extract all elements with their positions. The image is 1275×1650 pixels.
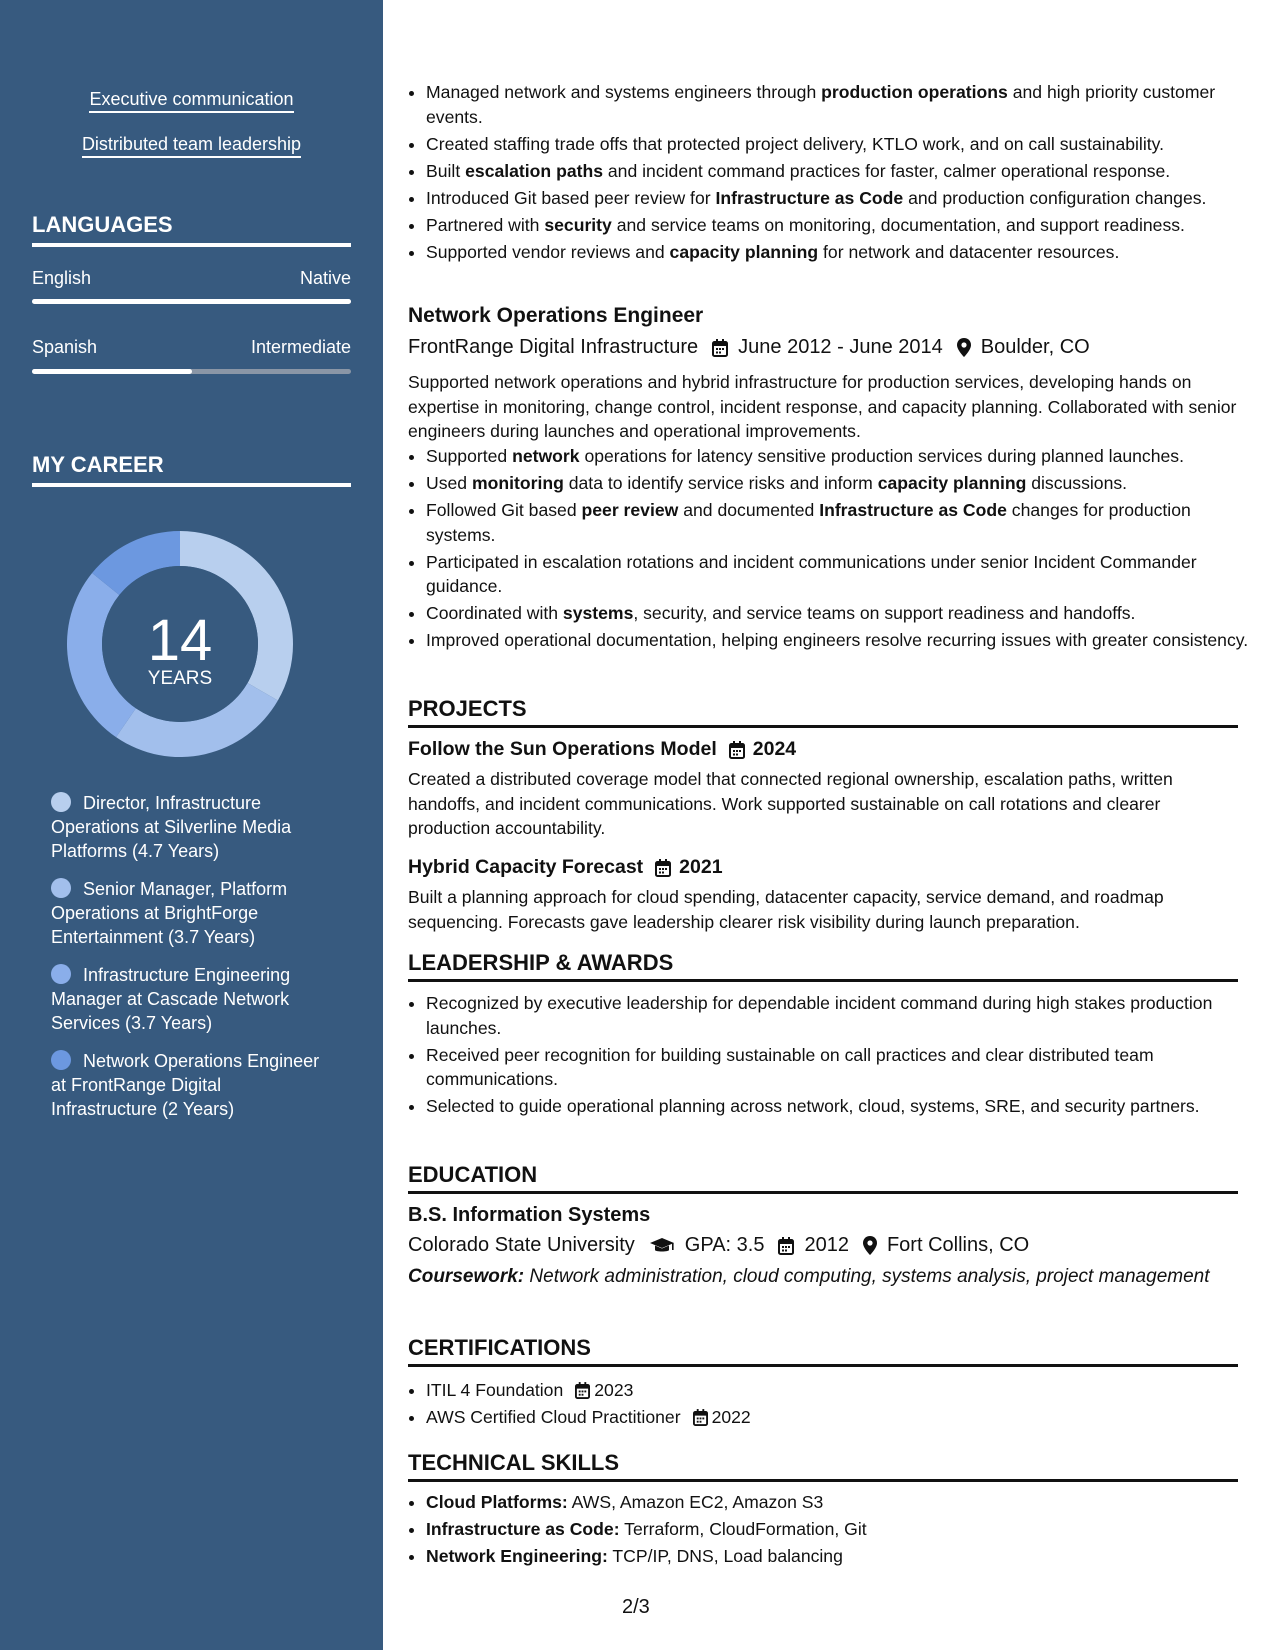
language-bar <box>32 299 351 304</box>
job-bullets <box>408 444 1256 655</box>
language-bar-fill <box>32 369 192 374</box>
skill-tag: Executive communication <box>0 89 383 110</box>
languages-heading: LANGUAGES <box>32 212 351 247</box>
project-description: Built a planning approach for cloud spending, datacenter capacity, service demand, and roadmap sequencing. Forecasts gave leadership clearer risk visibility during launch preparation. <box>408 887 1164 932</box>
sidebar <box>0 0 383 1650</box>
bullet-item: • Followed Git based peer review and documented Infrastructure as Code changes for production systems. <box>426 498 1256 547</box>
bullet-item: • Selected to guide operational planning across network, cloud, systems, SRE, and security partners. <box>426 1094 1256 1119</box>
project-title: Hybrid Capacity Forecast 2021 <box>408 856 723 878</box>
bullet-item: • Improved operational documentation, helping engineers resolve recurring issues with greater consistency. <box>426 628 1256 653</box>
bullet-item: • Recognized by executive leadership for dependable incident command during high stakes production launches. <box>426 991 1256 1040</box>
certification-item: • AWS Certified Cloud Practitioner 2022 <box>426 1405 1256 1430</box>
gpa: GPA: 3.5 <box>684 1234 765 1256</box>
coursework: Coursework: Network administration, cloud computing, systems analysis, project management <box>408 1266 1210 1287</box>
bullet-item: • Managed network and systems engineers through production operations and high priority customer events. <box>426 80 1256 129</box>
calendar-icon <box>655 859 671 877</box>
bullet-item: • Supported network operations for latency sensitive production services during planned launches. <box>426 444 1256 469</box>
skill-item: • Network Engineering: TCP/IP, DNS, Load balancing <box>426 1544 1256 1569</box>
bullet-item: • Introduced Git based peer review for Infrastructure as Code and production configuration changes. <box>426 186 1256 211</box>
degree-title: B.S. Information Systems <box>408 1204 651 1226</box>
calendar-icon <box>575 1382 590 1399</box>
bullet-item: • Created staffing trade offs that protected project delivery, KTLO work, and on call sustainability. <box>426 132 1256 157</box>
project-year: 2021 <box>679 856 723 878</box>
bullet-item: • Partnered with security and service teams on monitoring, documentation, and support readiness. <box>426 213 1256 238</box>
language-name: English <box>32 268 92 288</box>
graduation-cap-icon <box>649 1237 675 1255</box>
project-title: Follow the Sun Operations Model 2024 <box>408 738 797 760</box>
bullet-item: • Built escalation paths and incident command practices for faster, calmer operational response. <box>426 159 1256 184</box>
legend-dot-icon <box>51 878 71 898</box>
bullet-item: • Coordinated with systems, security, and service teams on support readiness and handoffs. <box>426 601 1256 626</box>
skill-item: • Cloud Platforms: AWS, Amazon EC2, Amazon S3 <box>426 1490 1256 1515</box>
projects-heading: PROJECTS <box>408 696 1238 728</box>
calendar-icon <box>693 1409 708 1426</box>
certification-item: • ITIL 4 Foundation 2023 <box>426 1378 1256 1403</box>
career-heading: MY CAREER <box>32 452 351 487</box>
location-pin-icon <box>863 1236 877 1255</box>
technical-skills-heading: TECHNICAL SKILLS <box>408 1450 1238 1482</box>
job-dates: June 2012 - June 2014 <box>738 336 943 358</box>
language-level: Native <box>299 268 351 288</box>
legend-dot-icon <box>51 964 71 984</box>
calendar-icon <box>778 1237 794 1255</box>
experience-bullets <box>408 80 1256 267</box>
language-level: Intermediate <box>250 337 351 357</box>
calendar-icon <box>712 339 728 357</box>
certifications-list <box>408 1378 1256 1432</box>
job-location: Boulder, CO <box>980 336 1090 358</box>
company-name: FrontRange Digital Infrastructure <box>408 336 699 358</box>
certification-year: 2022 <box>711 1407 751 1427</box>
school-location: Fort Collins, CO <box>886 1234 1030 1256</box>
language-bar <box>32 369 351 374</box>
graduation-year: 2012 <box>804 1234 849 1256</box>
certifications-heading: CERTIFICATIONS <box>408 1335 1238 1367</box>
legend-dot-icon <box>51 1050 71 1070</box>
language-row <box>32 268 351 289</box>
career-legend-item: Director, Infrastructure Operations at Silverline Media Platforms (4.7 Years) <box>51 793 292 861</box>
career-legend-item: Infrastructure Engineering Manager at Cascade Network Services (3.7 Years) <box>51 965 291 1033</box>
leadership-heading: LEADERSHIP & AWARDS <box>408 950 1238 982</box>
calendar-icon <box>729 741 745 759</box>
bullet-item: • Used monitoring data to identify service risks and inform capacity planning discussions. <box>426 471 1256 496</box>
education-heading: EDUCATION <box>408 1162 1238 1194</box>
language-bar-fill <box>32 299 351 304</box>
bullet-item: • Participated in escalation rotations and incident communications under senior Incident Commander guidance. <box>426 550 1256 599</box>
job-meta <box>408 336 1090 359</box>
certification-year: 2023 <box>594 1380 634 1400</box>
page-number: 2/3 <box>622 1596 650 1618</box>
legend-dot-icon <box>51 792 71 812</box>
project-description: Created a distributed coverage model that connected regional ownership, escalation paths, written handoffs, and incident communications. Work supported sustainable on call rotations and clearer production accountability. <box>408 769 1173 838</box>
skill-tag: Distributed team leadership <box>0 134 383 155</box>
location-pin-icon <box>957 338 971 357</box>
leadership-bullets <box>408 991 1256 1121</box>
career-legend-item: Senior Manager, Platform Operations at BrightForge Entertainment (3.7 Years) <box>51 879 288 947</box>
job-title: Network Operations Engineer <box>408 304 704 327</box>
career-donut-chart <box>64 528 296 760</box>
project-year: 2024 <box>752 738 797 760</box>
bullet-item: • Supported vendor reviews and capacity planning for network and datacenter resources. <box>426 240 1256 265</box>
education-meta <box>408 1234 1029 1257</box>
technical-skills-list <box>408 1490 1256 1571</box>
language-name: Spanish <box>32 337 98 357</box>
career-total-number: 14 <box>147 608 213 673</box>
skill-item: • Infrastructure as Code: Terraform, CloudFormation, Git <box>426 1517 1256 1542</box>
career-legend-item: Network Operations Engineer at FrontRange Digital Infrastructure (2 Years) <box>51 1051 320 1119</box>
language-row <box>32 337 351 358</box>
career-total-unit: YEARS <box>147 668 213 689</box>
job-summary: Supported network operations and hybrid infrastructure for production services, developing hands on expertise in monitoring, change control, incident response, and capacity planning. Collaborated with senior engineers during launches and operational improvements. <box>408 372 1237 441</box>
school-name: Colorado State University <box>408 1234 635 1256</box>
bullet-item: • Received peer recognition for building sustainable on call practices and clear distributed team communications. <box>426 1043 1256 1092</box>
